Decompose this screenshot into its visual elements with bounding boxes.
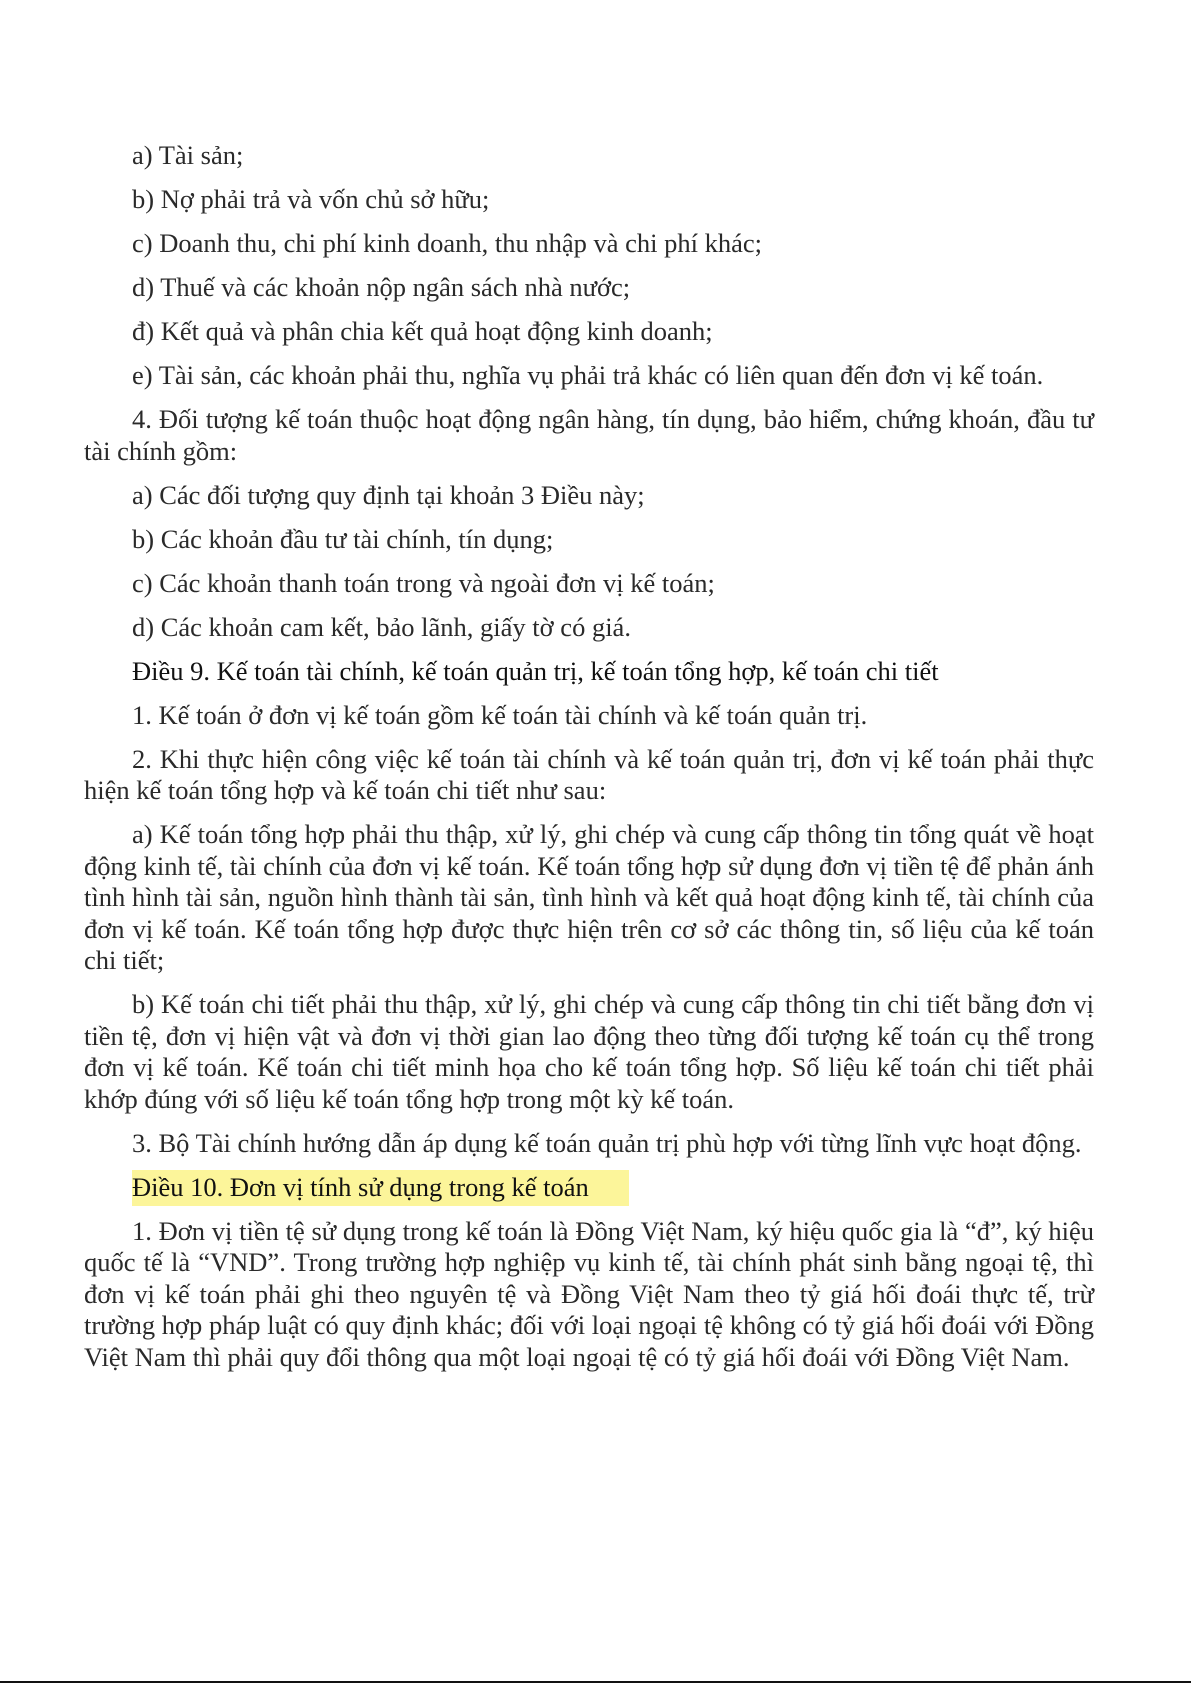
clause-3d: d) Thuế và các khoản nộp ngân sách nhà nước; <box>132 272 631 302</box>
article-9-clause-2a: a) Kế toán tổng hợp phải thu thập, xử lý, ghi chép và cung cấp thông tin tổng quát về hoạt động kinh tế, tài chính của đơn vị kế toán. Kế toán tổng hợp sử dụng đơn vị tiền tệ để phản ánh tình hình tài sản, nguồn hình thành tài sản, tình hình và kết quả hoạt động kinh tế, tài chính của đơn vị kế toán. Kế toán tổng hợp được thực hiện trên cơ sở các thông tin, số liệu của kế toán chi tiết; <box>84 819 1094 975</box>
page-bottom-rule <box>0 1681 1191 1683</box>
clause-4b: b) Các khoản đầu tư tài chính, tín dụng; <box>132 523 554 554</box>
article-10-clause-1: 1. Đơn vị tiền tệ sử dụng trong kế toán là Đồng Việt Nam, ký hiệu quốc gia là “đ”, ký hiệu quốc tế là “VND”. Trong trường hợp nghiệp vụ kinh tế, tài chính phát sinh bằng ngoại tệ, thì đơn vị kế toán phải ghi theo nguyên tệ và Đồng Việt Nam theo tỷ giá hối đoái thực tế, trừ trường hợp pháp luật có quy định khác; đối với loại ngoại tệ không có tỷ giá hối đoái với Đồng Việt Nam thì phải quy đổi thông qua một loại ngoại tệ có tỷ giá hối đoái với Đồng Việt Nam. <box>84 1215 1094 1372</box>
article-10-heading: Điều 10. Đơn vị tính sử dụng trong kế toán <box>132 1170 629 1206</box>
article-9-clause-2b: b) Kế toán chi tiết phải thu thập, xử lý, ghi chép và cung cấp thông tin chi tiết bằng đơn vị tiền tệ, đơn vị hiện vật và đơn vị thời gian lao động theo từng đối tượng kế toán cụ thể trong đơn vị kế toán. Kế toán chi tiết minh họa cho kế toán tổng hợp. Số liệu kế toán chi tiết phải khớp đúng với số liệu kế toán tổng hợp trong một kỳ kế toán. <box>84 989 1094 1114</box>
clause-3c: c) Doanh thu, chi phí kinh doanh, thu nhập và chi phí khác; <box>132 228 762 258</box>
clause-4d: d) Các khoản cam kết, bảo lãnh, giấy tờ có giá. <box>132 611 631 642</box>
clause-4c: c) Các khoản thanh toán trong và ngoài đơn vị kế toán; <box>132 567 715 598</box>
article-9-clause-3: 3. Bộ Tài chính hướng dẫn áp dụng kế toán quản trị phù hợp với từng lĩnh vực hoạt động. <box>132 1127 1082 1158</box>
article-10-heading-line <box>84 1172 1094 1204</box>
article-9-clause-2: 2. Khi thực hiện công việc kế toán tài chính và kế toán quản trị, đơn vị kế toán phải thực hiện kế toán tổng hợp và kế toán chi tiết như sau: <box>84 743 1094 805</box>
clause-3dd: đ) Kết quả và phân chia kết quả hoạt động kinh doanh; <box>132 316 713 346</box>
clause-3b: b) Nợ phải trả và vốn chủ sở hữu; <box>132 184 490 214</box>
document-body <box>84 140 1094 1386</box>
article-9-clause-1: 1. Kế toán ở đơn vị kế toán gồm kế toán tài chính và kế toán quản trị. <box>132 699 868 730</box>
article-9-heading: Điều 9. Kế toán tài chính, kế toán quản trị, kế toán tổng hợp, kế toán chi tiết <box>132 655 939 686</box>
clause-3a: a) Tài sản; <box>132 140 244 170</box>
clause-4: 4. Đối tượng kế toán thuộc hoạt động ngân hàng, tín dụng, bảo hiểm, chứng khoán, đầu tư tài chính gồm: <box>84 404 1094 466</box>
clause-3e: e) Tài sản, các khoản phải thu, nghĩa vụ phải trả khác có liên quan đến đơn vị kế toán. <box>132 360 1044 390</box>
clause-4a: a) Các đối tượng quy định tại khoản 3 Điều này; <box>132 479 645 510</box>
